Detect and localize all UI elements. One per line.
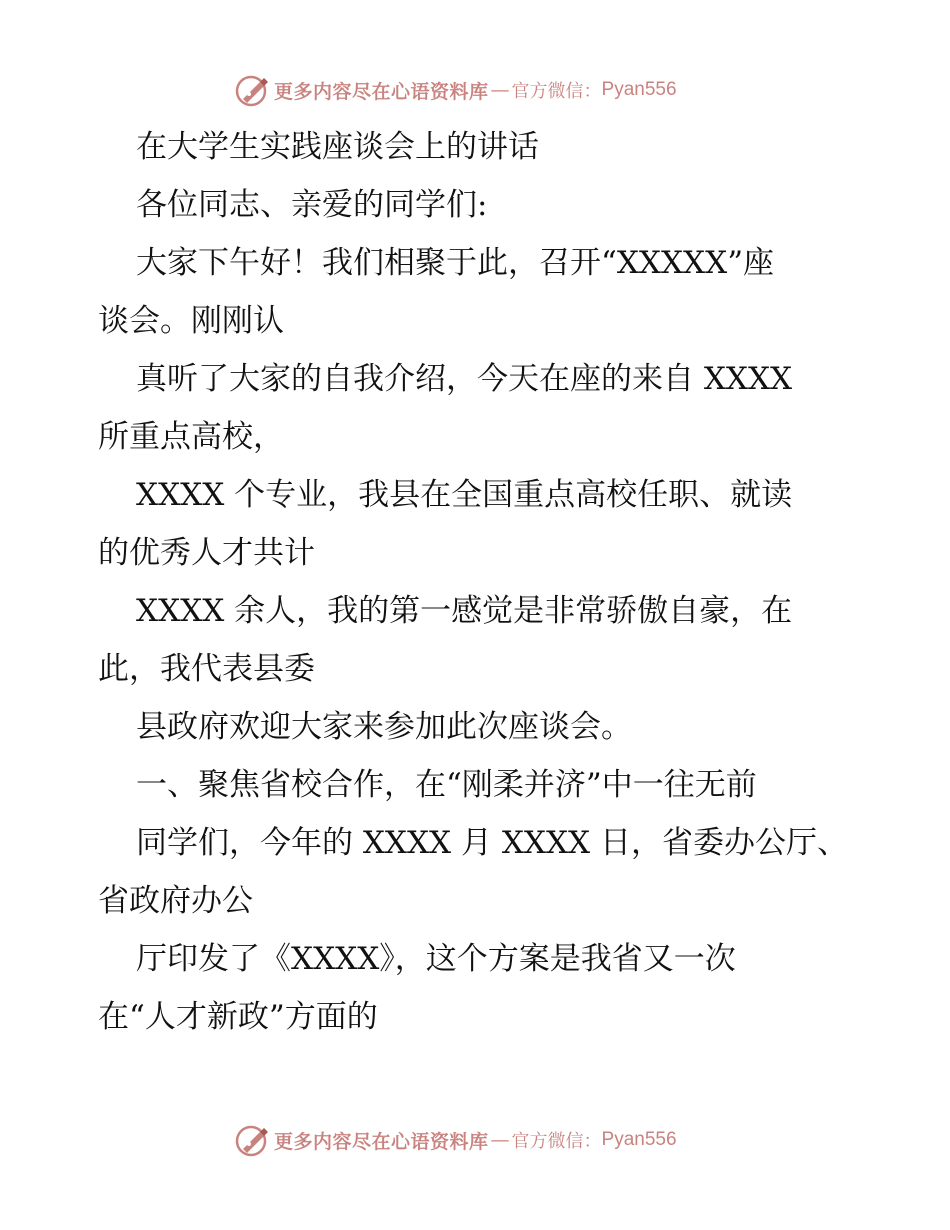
banner-wechat-id: Pyan556 [601, 1129, 677, 1150]
banner-wechat-id: Pyan556 [601, 79, 677, 100]
paragraph-line: 在“人才新政”方面的 [98, 999, 378, 1035]
pen-logo-icon [234, 72, 270, 108]
paragraph-line: XXXX 个专业，我县在全国重点高校任职、就读 [136, 477, 793, 513]
banner-main-text: 更多内容尽在心语资料库 [274, 80, 489, 103]
paragraph-line: 省政府办公 [98, 883, 253, 919]
paragraph-line: 此，我代表县委 [98, 651, 315, 687]
salutation: 各位同志、亲爱的同学们: [136, 187, 488, 223]
paragraph-line: 谈会。刚刚认 [98, 303, 284, 339]
banner-wechat-label: 官方微信： [511, 81, 602, 102]
document-title: 在大学生实践座谈会上的讲话 [136, 129, 539, 165]
paragraph-line: 所重点高校， [98, 419, 284, 455]
banner-dash: — [490, 1129, 510, 1151]
document-body [98, 118, 858, 1046]
paragraph-line: 县政府欢迎大家来参加此次座谈会。 [136, 709, 632, 745]
banner-dash: — [490, 79, 510, 101]
paragraph-line: 的优秀人才共计 [98, 535, 315, 571]
paragraph-line: 大家下午好！我们相聚于此，召开“XXXXX”座 [136, 245, 775, 281]
paragraph-line: XXXX 余人，我的第一感觉是非常骄傲自豪，在 [136, 593, 793, 629]
footer-banner [234, 1120, 677, 1160]
paragraph-line: 厅印发了《XXXX》，这个方案是我省又一次 [136, 941, 736, 977]
paragraph-line: 同学们，今年的 XXXX 月 XXXX 日，省委办公厅、 [136, 825, 848, 861]
banner-main-text: 更多内容尽在心语资料库 [274, 1130, 489, 1153]
header-banner [234, 70, 677, 110]
section-heading: 一、聚焦省校合作，在“刚柔并济”中一往无前 [136, 767, 757, 803]
banner-wechat-label: 官方微信： [511, 1131, 602, 1152]
paragraph-line: 真听了大家的自我介绍，今天在座的来自 XXXX [136, 361, 793, 397]
pen-logo-icon [234, 1122, 270, 1158]
